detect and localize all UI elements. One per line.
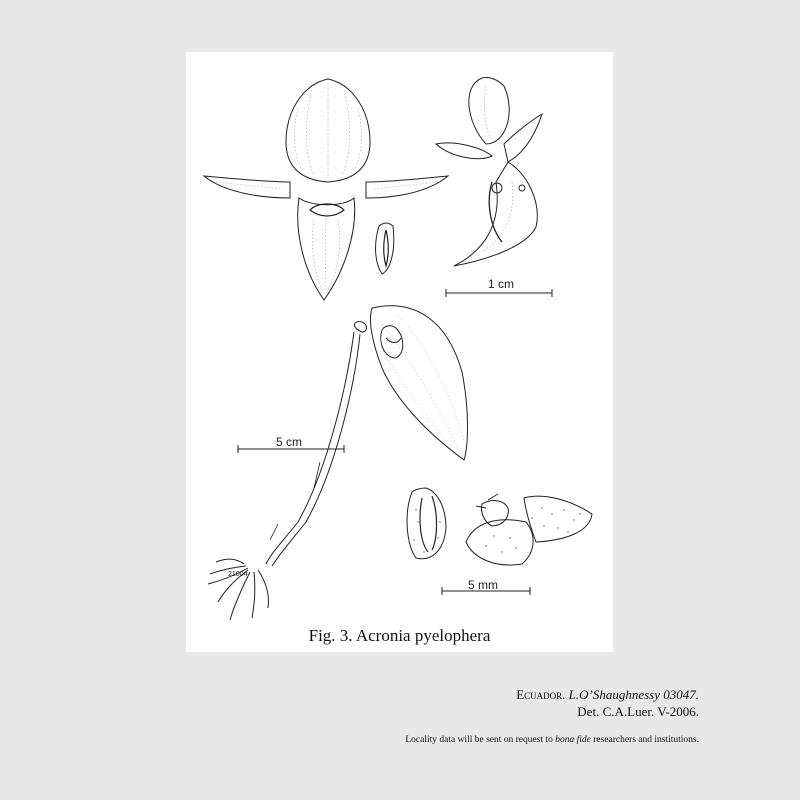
specimen-credits bbox=[516, 686, 699, 720]
figure-caption: Fig. 3. Acronia pyelophera bbox=[308, 626, 491, 645]
country: Ecuador. bbox=[516, 687, 566, 702]
illustration-plate bbox=[186, 52, 613, 652]
ovary-column-drawing bbox=[466, 494, 592, 565]
dorsal-sepal-drawing bbox=[286, 79, 370, 182]
collector-annotation: 21004 bbox=[228, 571, 248, 578]
roots-drawing bbox=[208, 559, 269, 620]
collector: L.O’Shaughnessy 03047. bbox=[568, 687, 699, 702]
note-italic: bona fide bbox=[555, 735, 591, 745]
scale-label-5cm: 5 cm bbox=[276, 435, 303, 449]
locality-note bbox=[405, 735, 699, 745]
note-after: researchers and institutions. bbox=[593, 735, 699, 745]
column-detail-drawing bbox=[407, 488, 446, 559]
lip-drawing bbox=[376, 223, 394, 274]
collection-line bbox=[516, 686, 699, 703]
determination-line: Det. C.A.Luer. V-2006. bbox=[577, 704, 699, 719]
scale-label-5mm: 5 mm bbox=[468, 578, 498, 592]
flower-side-view-drawing bbox=[436, 77, 542, 266]
botanical-drawing bbox=[186, 52, 613, 652]
scale-label-1cm: 1 cm bbox=[488, 277, 515, 291]
note-before: Locality data will be sent on request to bbox=[405, 735, 553, 745]
lateral-petals-drawing bbox=[204, 176, 448, 198]
leaf-drawing bbox=[370, 306, 467, 460]
synsepal-drawing bbox=[298, 198, 355, 300]
